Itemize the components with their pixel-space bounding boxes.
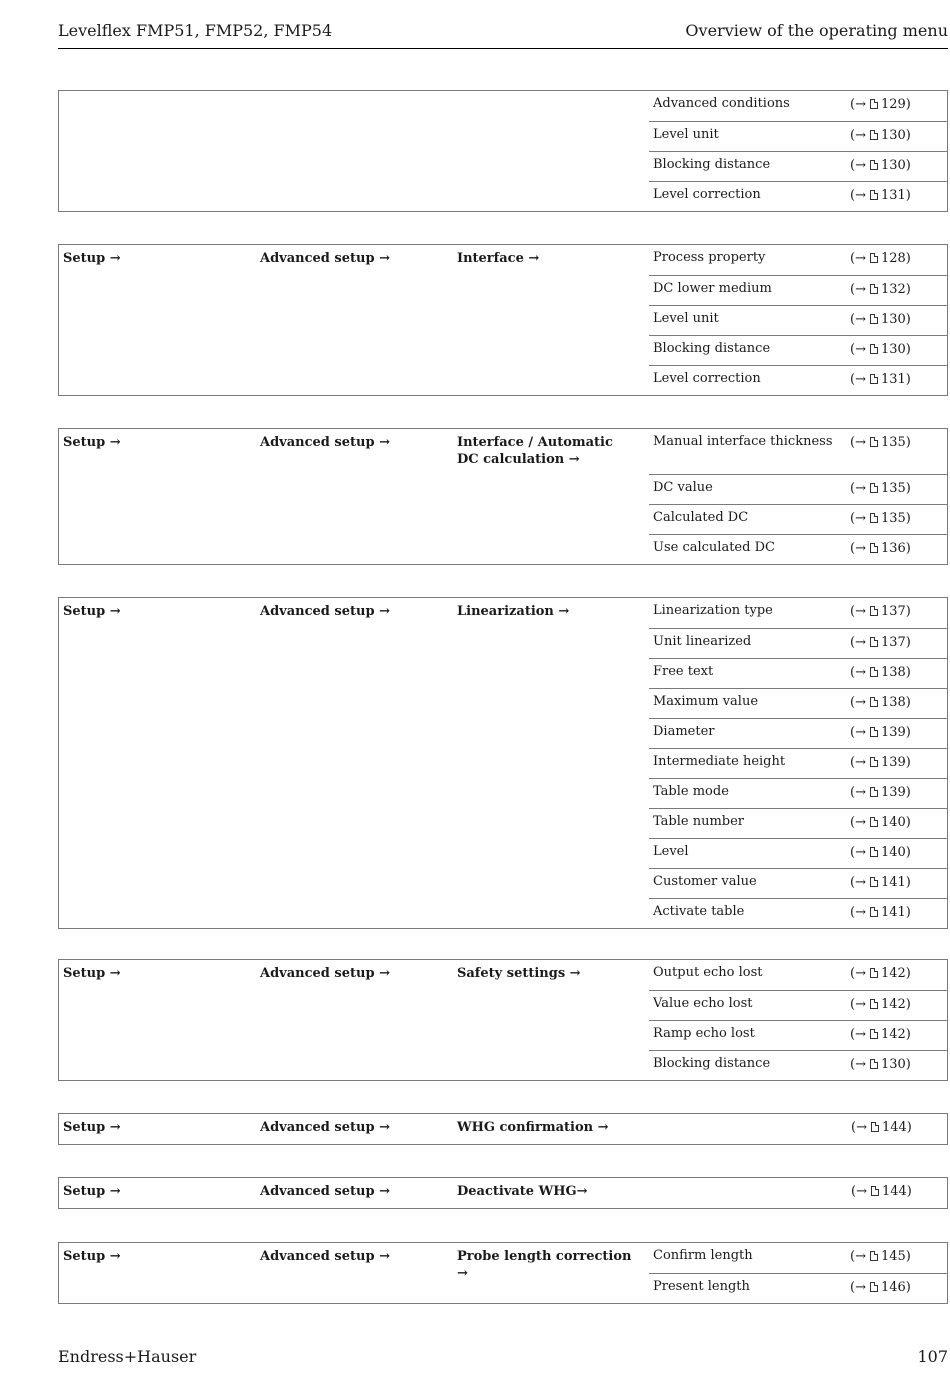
parameter-name: Value echo lost — [653, 996, 753, 1011]
page-reference[interactable] — [850, 97, 911, 112]
document-page-icon — [870, 513, 878, 523]
menu-path-level-2: Advanced setup → — [260, 604, 390, 619]
reference-close: ) — [905, 604, 911, 619]
reference-arrow: (→ — [850, 1280, 866, 1295]
reference-close: ) — [905, 966, 911, 981]
reference-arrow: (→ — [850, 695, 866, 710]
reference-close: ) — [905, 815, 911, 830]
page-reference[interactable] — [850, 785, 911, 800]
reference-page-number: 142 — [880, 966, 906, 981]
menu-path-level-1: Setup → — [63, 1249, 121, 1264]
parameter-row — [649, 778, 947, 808]
parameter-row — [649, 151, 947, 181]
menu-path-level-3: Safety settings → — [457, 966, 581, 981]
reference-page-number: 130 — [880, 158, 906, 173]
reference-close: ) — [905, 511, 911, 526]
document-page-icon — [870, 1282, 878, 1292]
reference-arrow: (→ — [850, 604, 866, 619]
reference-page-number: 128 — [880, 251, 906, 266]
parameter-list — [649, 429, 947, 564]
reference-page-number: 139 — [880, 725, 906, 740]
page-reference[interactable] — [850, 997, 911, 1012]
page-reference[interactable] — [851, 1184, 912, 1199]
page-reference[interactable] — [850, 1280, 911, 1295]
reference-page-number: 137 — [880, 635, 906, 650]
page-reference[interactable] — [850, 966, 911, 981]
parameter-name: Free text — [653, 664, 714, 679]
reference-arrow: (→ — [851, 1184, 867, 1199]
parameter-name: Intermediate height — [653, 754, 786, 769]
reference-close: ) — [905, 1280, 911, 1295]
reference-arrow: (→ — [850, 511, 866, 526]
reference-page-number: 136 — [880, 541, 906, 556]
reference-arrow: (→ — [850, 481, 866, 496]
parameter-row — [649, 305, 947, 335]
page-reference[interactable] — [850, 875, 911, 890]
document-page-icon — [870, 757, 878, 767]
reference-close: ) — [905, 845, 911, 860]
reference-page-number: 137 — [880, 604, 906, 619]
menu-table — [58, 1177, 948, 1209]
reference-page-number: 142 — [880, 1027, 906, 1042]
menu-path-level-2: Advanced setup → — [260, 435, 390, 450]
reference-page-number: 139 — [880, 755, 906, 770]
reference-arrow: (→ — [850, 435, 866, 450]
document-page-icon — [870, 374, 878, 384]
parameter-list — [649, 960, 947, 1080]
parameter-name: Calculated DC — [653, 510, 749, 525]
reference-page-number: 130 — [880, 342, 906, 357]
reference-arrow: (→ — [850, 785, 866, 800]
reference-arrow: (→ — [850, 1249, 866, 1264]
parameter-row — [649, 868, 947, 898]
reference-page-number: 135 — [880, 481, 906, 496]
menu-table — [58, 1242, 948, 1304]
reference-page-number: 130 — [880, 128, 906, 143]
parameter-row — [649, 808, 947, 838]
reference-close: ) — [905, 997, 911, 1012]
document-page-icon — [870, 1029, 878, 1039]
document-page-icon — [870, 817, 878, 827]
parameter-row — [649, 1050, 947, 1080]
reference-page-number: 135 — [880, 435, 906, 450]
parameter-name: Level unit — [653, 311, 719, 326]
page-reference[interactable] — [850, 435, 911, 450]
menu-path-level-3: Deactivate WHG→ — [457, 1184, 588, 1199]
parameter-row — [649, 898, 947, 928]
parameter-name: Level correction — [653, 371, 761, 386]
reference-page-number: 129 — [880, 97, 906, 112]
reference-page-number: 131 — [880, 372, 906, 387]
page-reference[interactable] — [850, 604, 911, 619]
parameter-name: Use calculated DC — [653, 540, 775, 555]
parameter-list — [649, 1243, 947, 1303]
reference-arrow: (→ — [850, 541, 866, 556]
reference-close: ) — [905, 635, 911, 650]
reference-close: ) — [905, 541, 911, 556]
page-reference[interactable] — [850, 128, 911, 143]
page-header — [58, 20, 948, 49]
reference-page-number: 145 — [880, 1249, 906, 1264]
document-page-icon — [871, 1186, 879, 1196]
reference-arrow: (→ — [850, 815, 866, 830]
reference-page-number: 141 — [880, 905, 906, 920]
document-page-icon — [870, 877, 878, 887]
page-reference[interactable] — [850, 1249, 911, 1264]
menu-path-level-3: Linearization → — [457, 604, 570, 619]
page-number: 107 — [917, 1347, 948, 1366]
document-page-icon — [870, 437, 878, 447]
menu-path-level-3: WHG confirmation → — [457, 1120, 609, 1135]
reference-page-number: 144 — [881, 1120, 907, 1135]
page-reference[interactable] — [850, 282, 911, 297]
page-reference[interactable] — [850, 665, 911, 680]
reference-close: ) — [905, 725, 911, 740]
document-title: Levelflex FMP51, FMP52, FMP54 — [58, 21, 333, 40]
document-page-icon — [870, 543, 878, 553]
parameter-row — [649, 990, 947, 1020]
reference-page-number: 131 — [880, 188, 906, 203]
parameter-row — [649, 245, 947, 275]
parameter-name: Present length — [653, 1279, 750, 1294]
reference-arrow: (→ — [850, 282, 866, 297]
reference-arrow: (→ — [850, 188, 866, 203]
reference-page-number: 144 — [881, 1184, 907, 1199]
reference-close: ) — [905, 1027, 911, 1042]
page-reference[interactable] — [850, 481, 911, 496]
reference-close: ) — [905, 755, 911, 770]
parameter-name: Blocking distance — [653, 157, 771, 172]
menu-table — [58, 959, 948, 1081]
page-reference[interactable] — [850, 1027, 911, 1042]
menu-path-level-1: Setup → — [63, 435, 121, 450]
parameter-name: Linearization type — [653, 603, 773, 618]
page-reference[interactable] — [850, 342, 911, 357]
document-page-icon — [870, 787, 878, 797]
reference-arrow: (→ — [850, 635, 866, 650]
parameter-row — [649, 91, 947, 121]
parameter-name: DC lower medium — [653, 281, 772, 296]
page-reference[interactable] — [851, 1120, 912, 1135]
parameter-name: Output echo lost — [653, 965, 763, 980]
reference-page-number: 142 — [880, 997, 906, 1012]
document-page-icon — [870, 907, 878, 917]
reference-close: ) — [906, 1120, 912, 1135]
page-reference[interactable] — [850, 725, 911, 740]
reference-page-number: 138 — [880, 695, 906, 710]
menu-table — [58, 428, 948, 565]
document-page-icon — [870, 160, 878, 170]
reference-arrow: (→ — [850, 665, 866, 680]
page-reference[interactable] — [850, 372, 911, 387]
page-reference[interactable] — [850, 845, 911, 860]
parameter-name: Level correction — [653, 187, 761, 202]
menu-path-level-3: Interface → — [457, 251, 540, 266]
menu-path-level-2: Advanced setup → — [260, 966, 390, 981]
document-page-icon — [870, 314, 878, 324]
parameter-row — [649, 838, 947, 868]
document-page-icon — [870, 1059, 878, 1069]
parameter-name: DC value — [653, 480, 713, 495]
page-reference[interactable] — [850, 158, 911, 173]
reference-close: ) — [905, 1057, 911, 1072]
document-page-icon — [870, 606, 878, 616]
reference-page-number: 132 — [880, 282, 906, 297]
reference-close: ) — [905, 372, 911, 387]
parameter-name: Advanced conditions — [653, 96, 790, 111]
page-reference[interactable] — [850, 635, 911, 650]
reference-close: ) — [905, 97, 911, 112]
reference-close: ) — [905, 665, 911, 680]
reference-arrow: (→ — [850, 755, 866, 770]
document-page-icon — [870, 667, 878, 677]
page-reference[interactable] — [850, 1057, 911, 1072]
parameter-row — [649, 365, 947, 395]
reference-page-number: 135 — [880, 511, 906, 526]
menu-path-level-1: Setup → — [63, 251, 121, 266]
parameter-name: Table number — [653, 814, 745, 829]
parameter-row — [649, 429, 947, 474]
page-reference[interactable] — [850, 755, 911, 770]
page-reference[interactable] — [850, 695, 911, 710]
reference-close: ) — [905, 312, 911, 327]
document-page-icon — [870, 190, 878, 200]
page-reference[interactable] — [850, 541, 911, 556]
menu-table — [58, 90, 948, 212]
document-page-icon — [870, 130, 878, 140]
reference-page-number: 138 — [880, 665, 906, 680]
parameter-name: Table mode — [653, 784, 729, 799]
page-reference[interactable] — [850, 251, 911, 266]
document-page-icon — [870, 637, 878, 647]
parameter-name: Activate table — [653, 904, 745, 919]
reference-page-number: 140 — [880, 845, 906, 860]
parameter-list — [649, 245, 947, 395]
document-page-icon — [870, 284, 878, 294]
reference-close: ) — [905, 875, 911, 890]
parameter-row — [649, 748, 947, 778]
reference-arrow: (→ — [850, 342, 866, 357]
parameter-name: Ramp echo lost — [653, 1026, 755, 1041]
reference-close: ) — [905, 481, 911, 496]
page-reference[interactable] — [850, 905, 911, 920]
reference-arrow: (→ — [850, 158, 866, 173]
document-page-icon — [871, 1122, 879, 1132]
reference-arrow: (→ — [850, 312, 866, 327]
document-page-icon — [870, 697, 878, 707]
reference-arrow: (→ — [850, 997, 866, 1012]
parameter-row — [649, 534, 947, 564]
parameter-row — [649, 658, 947, 688]
parameter-row — [649, 474, 947, 504]
reference-page-number: 141 — [880, 875, 906, 890]
reference-page-number: 146 — [880, 1280, 906, 1295]
reference-page-number: 140 — [880, 815, 906, 830]
parameter-row — [649, 275, 947, 305]
parameter-name: Maximum value — [653, 694, 759, 709]
parameter-row — [649, 335, 947, 365]
parameter-name: Level unit — [653, 127, 719, 142]
menu-path-level-2: Advanced setup → — [260, 1184, 390, 1199]
document-page-icon — [870, 999, 878, 1009]
document-page-icon — [870, 1251, 878, 1261]
document-page-icon — [870, 253, 878, 263]
menu-path-level-3: Interface / Automatic DC calculation → — [457, 435, 613, 467]
parameter-name: Manual interface thickness — [653, 434, 833, 449]
reference-arrow: (→ — [850, 128, 866, 143]
reference-close: ) — [905, 695, 911, 710]
document-page-icon — [870, 483, 878, 493]
section-title: Overview of the operating menu — [685, 21, 948, 40]
menu-path-level-2: Advanced setup → — [260, 1120, 390, 1135]
parameter-name: Confirm length — [653, 1248, 753, 1263]
parameter-row — [649, 598, 947, 628]
footer-brand: Endress+Hauser — [58, 1347, 197, 1366]
document-page-icon — [870, 99, 878, 109]
parameter-row — [649, 1020, 947, 1050]
parameter-row — [649, 504, 947, 534]
parameter-list — [649, 598, 947, 928]
parameter-row — [649, 718, 947, 748]
reference-arrow: (→ — [850, 372, 866, 387]
parameter-name: Blocking distance — [653, 1056, 771, 1071]
page-reference[interactable] — [850, 312, 911, 327]
parameter-row — [649, 960, 947, 990]
page-reference[interactable] — [850, 511, 911, 526]
parameter-name: Customer value — [653, 874, 757, 889]
document-page-icon — [870, 727, 878, 737]
menu-table — [58, 1113, 948, 1145]
reference-page-number: 130 — [880, 312, 906, 327]
reference-arrow: (→ — [850, 97, 866, 112]
reference-page-number: 139 — [880, 785, 906, 800]
reference-close: ) — [905, 282, 911, 297]
parameter-row — [649, 1243, 947, 1273]
menu-path-level-1: Setup → — [63, 1184, 121, 1199]
parameter-row — [649, 628, 947, 658]
menu-table — [58, 597, 948, 929]
reference-arrow: (→ — [850, 1027, 866, 1042]
menu-table — [58, 244, 948, 396]
reference-arrow: (→ — [850, 1057, 866, 1072]
parameter-row — [649, 1273, 947, 1303]
menu-path-level-3: Probe length correction → — [457, 1249, 632, 1281]
document-page-icon — [870, 847, 878, 857]
reference-arrow: (→ — [850, 905, 866, 920]
reference-close: ) — [906, 1184, 912, 1199]
reference-arrow: (→ — [850, 251, 866, 266]
reference-close: ) — [905, 785, 911, 800]
document-page-icon — [870, 968, 878, 978]
page-reference[interactable] — [850, 815, 911, 830]
reference-arrow: (→ — [851, 1120, 867, 1135]
reference-close: ) — [905, 435, 911, 450]
menu-path-level-2: Advanced setup → — [260, 1249, 390, 1264]
reference-close: ) — [905, 158, 911, 173]
reference-close: ) — [905, 188, 911, 203]
parameter-row — [649, 121, 947, 151]
parameter-name: Level — [653, 844, 689, 859]
parameter-name: Blocking distance — [653, 341, 771, 356]
parameter-name: Process property — [653, 250, 766, 265]
reference-page-number: 130 — [880, 1057, 906, 1072]
reference-arrow: (→ — [850, 875, 866, 890]
reference-arrow: (→ — [850, 725, 866, 740]
reference-close: ) — [905, 251, 911, 266]
document-page-icon — [870, 344, 878, 354]
reference-close: ) — [905, 905, 911, 920]
parameter-name: Unit linearized — [653, 634, 752, 649]
menu-path-level-1: Setup → — [63, 1120, 121, 1135]
parameter-row — [649, 181, 947, 211]
reference-close: ) — [905, 128, 911, 143]
reference-close: ) — [905, 342, 911, 357]
page-reference[interactable] — [850, 188, 911, 203]
menu-path-level-1: Setup → — [63, 604, 121, 619]
menu-path-level-1: Setup → — [63, 966, 121, 981]
parameter-row — [649, 688, 947, 718]
reference-arrow: (→ — [850, 845, 866, 860]
menu-path-level-2: Advanced setup → — [260, 251, 390, 266]
parameter-list — [649, 91, 947, 211]
parameter-name: Diameter — [653, 724, 715, 739]
reference-arrow: (→ — [850, 966, 866, 981]
reference-close: ) — [905, 1249, 911, 1264]
